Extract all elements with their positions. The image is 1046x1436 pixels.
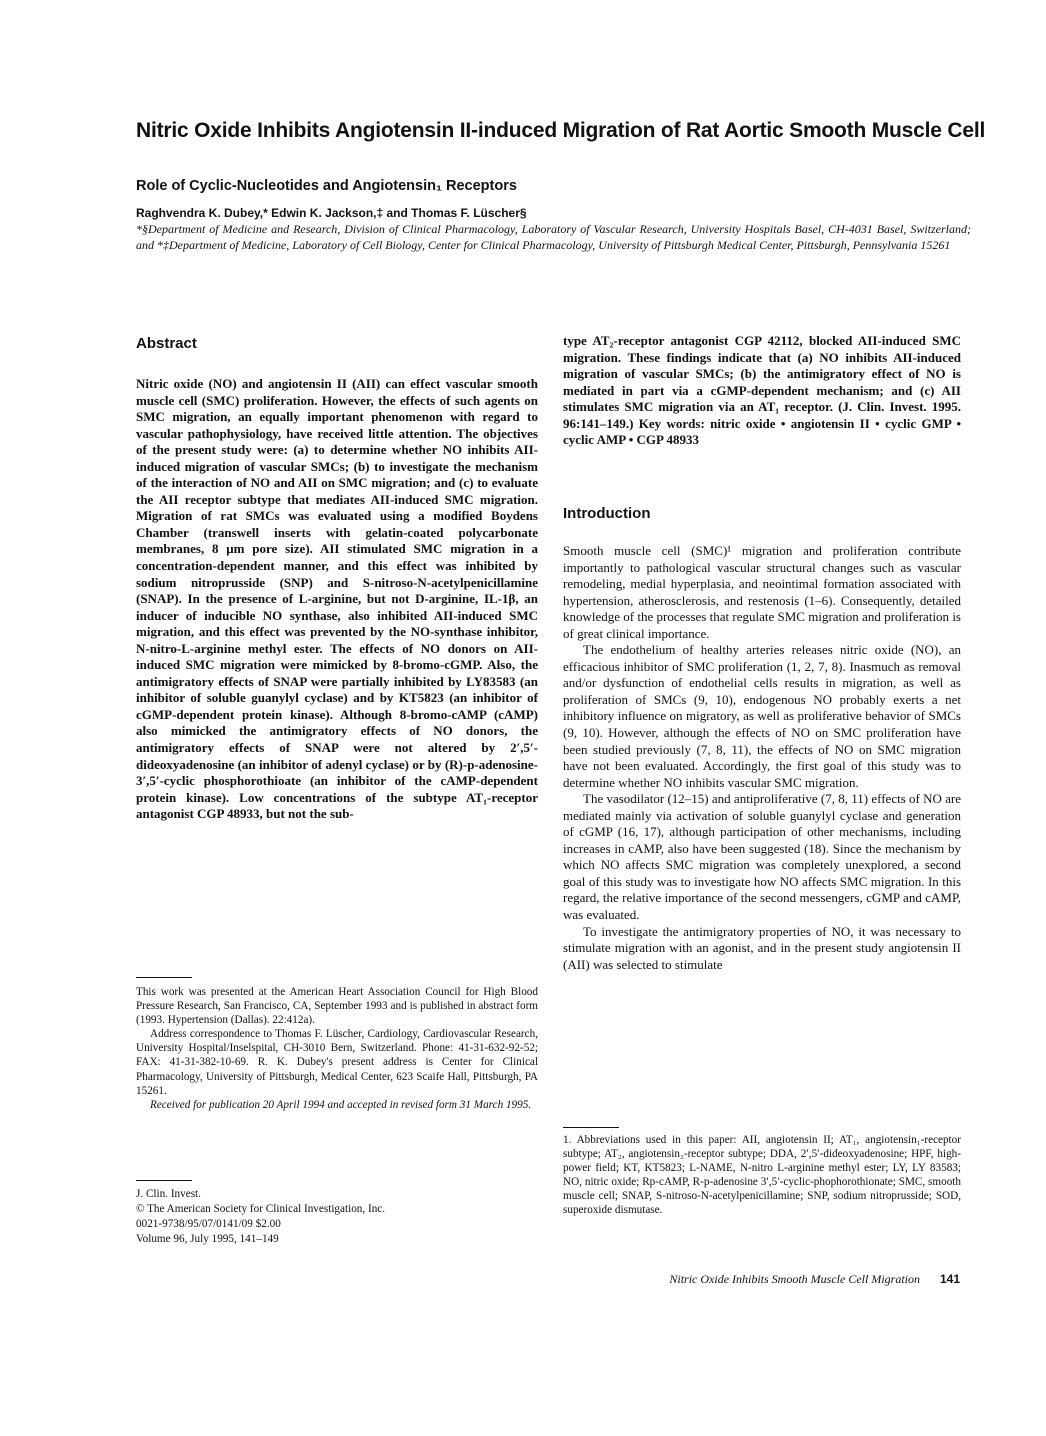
author-affiliations: *§Department of Medicine and Research, Division of Clinical Pharmacology, Laboratory of Vascular Research, University Hospitals Basel, CH-4031 Basel, Switzerland; and *‡Department of Medicine, Laboratory of Cell Biology, Center for Clinical Pharmacology, University of Pittsburgh Medical Center, Pittsburgh, Pennsylvania 15261 (136, 222, 971, 252)
introduction-body (563, 543, 961, 973)
intro-paragraph: To investigate the antimigratory properties of NO, it was necessary to stimulate migration with an agonist, and in the present study angiotensin II (AII) was selected to stimulate (563, 923, 961, 972)
publication-divider (136, 1180, 192, 1181)
copyright-line: © The American Society for Clinical Investigation, Inc. (136, 1203, 386, 1215)
running-head: Nitric Oxide Inhibits Smooth Muscle Cell Migration (669, 1272, 920, 1286)
intro-paragraph: The endothelium of healthy arteries releases nitric oxide (NO), an efficacious inhibitor of SMC proliferation (1, 2, 7, 8). Inasmuch as removal and/or dysfunction of endothelial cells results in migration, as well as proliferation of SMCs (9, 10), endogenous NO probably exerts a net inhibitory influence on migratory, as well as proliferative behavior of SMCs (9, 10). However, although the effects of NO on SMC proliferation have been studied previously (7, 8, 11), the effects of NO on SMC migration have not been evaluated. Accordingly, the first goal of this study was to determine whether NO inhibits vascular SMC migration. (563, 642, 961, 790)
intro-paragraph: The vasodilator (12–15) and antiproliferative (7, 8, 11) effects of NO are mediated mainly via activation of soluble guanylyl cyclase and generation of cGMP (16, 17), although participation of other mechanisms, including increases in cAMP, also have been suggested (18). Since the mechanism by which NO affects SMC migration was completely unexplored, a second goal of this study was to investigate how NO affects SMC migration. In this regard, the relative importance of the second messengers, cGMP and cAMP, was evaluated. (563, 791, 961, 923)
volume-line: Volume 96, July 1995, 141–149 (136, 1233, 279, 1245)
article-subtitle: Role of Cyclic-Nucleotides and Angiotensin₁ Receptors (136, 178, 517, 194)
abbreviation-divider (563, 1127, 619, 1128)
footnote-presentation: This work was presented at the American Heart Association Council for High Blood Pressure Research, San Francisco, CA, September 1993 and is published in abstract form (1993. Hypertension (Dallas). 22:412a). (136, 986, 538, 1027)
journal-name: J. Clin. Invest. (136, 1188, 201, 1200)
issn-line: 0021-9738/95/07/0141/09 $2.00 (136, 1218, 281, 1230)
publication-info (136, 1187, 538, 1247)
footnotes-left (136, 985, 538, 1112)
author-list: Raghvendra K. Dubey,* Edwin K. Jackson,‡ and Thomas F. Lüscher§ (136, 206, 527, 220)
footnote-divider (136, 977, 192, 978)
page-number: 141 (940, 1272, 961, 1286)
abstract-text-part2: type AT₂-receptor antagonist CGP 42112, blocked AII-induced SMC migration. These findings indicate that (a) NO inhibits AII-induced migration of vascular SMCs; (b) the antimigratory effect of NO is mediated in part via a cGMP-dependent mechanism; and (c) AII stimulates SMC migration via an AT₁ receptor. (J. Clin. Invest. 1995. 96:141–149.) Key words: nitric oxide • angiotensin II • cyclic GMP • cyclic AMP • CGP 48933 (563, 333, 961, 448)
abstract-text-part1: Nitric oxide (NO) and angiotensin II (AII) can effect vascular smooth muscle cell (SMC) proliferation. However, the effects of such agents on SMC migration, an equally important phenomenon with regard to vascular pathophysiology, have received little attention. The objectives of the present study were: (a) to determine whether NO inhibits AII-induced migration of vascular SMCs; (b) to investigate the mechanism of the interaction of NO and AII on SMC migration; and (c) to evaluate the AII receptor subtype that mediates AII-induced SMC migration. Migration of rat SMCs was evaluated using a modified Boydens Chamber (transwell inserts with gelatin-coated polycarbonate membranes, 8 μm pore size). AII stimulated SMC migration in a concentration-dependent manner, and this effect was inhibited by sodium nitroprusside (SNP) and S-nitroso-N-acetylpenicillamine (SNAP). In the presence of L-arginine, but not D-arginine, IL-1β, an inducer of inducible NO synthase, also inhibited AII-induced SMC migration, and this effect was prevented by the NO-synthase inhibitor, N-nitro-L-arginine methyl ester. The effects of NO donors on AII-induced SMC migration were mimicked by 8-bromo-cGMP. Also, the antimigratory effects of SNAP were partially inhibited by LY83583 (an inhibitor of soluble guanylyl cyclase) and by KT5823 (an inhibitor of cGMP-dependent protein kinase). Although 8-bromo-cAMP (cAMP) also mimicked the antimigratory effects of NO donors, the antimigratory effects of SNAP were not altered by 2′,5′-dideoxyadenosine (an inhibitor of adenyl cyclase) or by (R)-p-adenosine-3′,5′-cyclic phosphorothioate (an inhibitor of the cAMP-dependent protein kinase). Low concentrations of the subtype AT₁-receptor antagonist CGP 48933, but not the sub- (136, 376, 538, 822)
footnote-received: Received for publication 20 April 1994 and accepted in revised form 31 March 1995. (150, 1098, 532, 1111)
abstract-heading: Abstract (136, 335, 197, 352)
introduction-heading: Introduction (563, 505, 651, 522)
abbreviations-footnote: 1. Abbreviations used in this paper: AII, angiotensin II; AT₁, angiotensin₁-receptor subtype; AT₂, angiotensin₂-receptor subtype; DDA, 2′,5′-dideoxyadenosine; HPF, high-power field; KT, KT5823; L-NAME, N-nitro L-arginine methyl ester; LY, LY 83583; NO, nitric oxide; Rp-cAMP, R-p-adenosine 3′,5′-cyclic-phophorothionate; SMC, smooth muscle cell; SNAP, S-nitroso-N-acetylpenicillamine; SNP, sodium nitroprusside; SOD, superoxide dismutase. (563, 1134, 961, 1217)
article-title: Nitric Oxide Inhibits Angiotensin II-induced Migration of Rat Aortic Smooth Muscle Cell (136, 119, 986, 142)
footnote-correspondence: Address correspondence to Thomas F. Lüscher, Cardiology, Cardiovascular Research, University Hospital/Inselspital, CH-3010 Bern, Switzerland. Phone: 41-31-632-92-52; FAX: 41-31-382-10-69. R. K. Dubey's present address is Center for Clinical Pharmacology, University of Pittsburgh, Medical Center, 623 Scaife Hall, Pittsburgh, PA 15261. (136, 1028, 538, 1097)
intro-paragraph: Smooth muscle cell (SMC)¹ migration and proliferation contribute importantly to pathological vascular structural changes such as vascular remodeling, medial hyperplasia, and neointimal formation associated with hypertension, atherosclerosis, and restenosis (1–6). Consequently, detailed knowledge of the processes that regulate SMC migration and proliferation is of great clinical importance. (563, 543, 961, 641)
